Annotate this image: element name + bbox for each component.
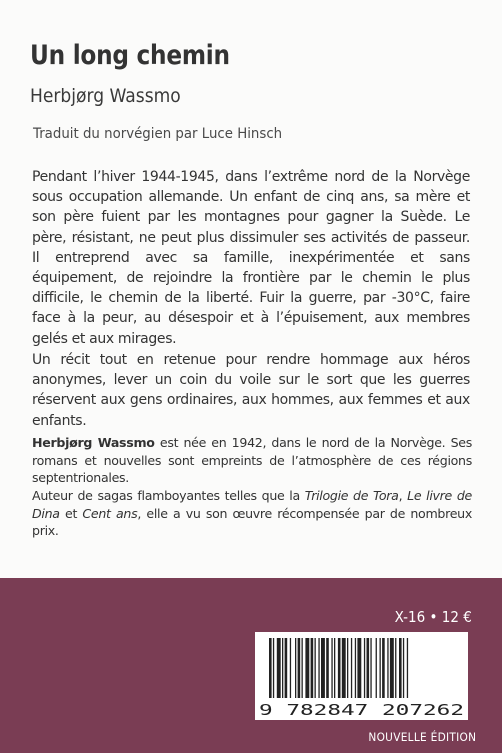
barcode-bar <box>277 638 281 698</box>
barcode-bar <box>315 638 316 698</box>
barcode-bar <box>285 638 288 698</box>
barcode-bar <box>370 638 371 698</box>
author-bio-paragraph-2 <box>32 487 472 540</box>
barcode-bar <box>387 638 388 698</box>
barcode-bar <box>390 638 394 698</box>
barcode-bar <box>298 638 301 698</box>
barcode-bar <box>331 638 332 698</box>
barcode-bar <box>318 638 319 698</box>
isbn-barcode <box>255 632 468 720</box>
barcode-bar <box>351 638 352 698</box>
book-author: Herbjørg Wassmo <box>30 85 181 107</box>
barcode-bar <box>395 638 396 698</box>
barcode-bar <box>367 638 370 698</box>
edition-label: NOUVELLE ÉDITION <box>368 730 476 744</box>
barcode-bar <box>355 638 356 698</box>
author-bio-sentence: est née en 1942, dans le nord de la Norvège. Ses romans et nouvelles sont empreints de l’atmosphère de ces régions septentrionales. <box>32 435 473 486</box>
separator: et <box>59 505 83 521</box>
barcode-bar <box>399 638 402 698</box>
barcode-bar <box>305 638 309 698</box>
barcode-bar <box>326 638 329 698</box>
barcode-bar <box>403 638 404 698</box>
author-bio-prefix: Auteur de sagas flamboyantes telles que la <box>32 488 305 503</box>
barcode-bar <box>334 638 335 698</box>
barcode-bar <box>380 638 381 698</box>
barcode-bar <box>376 638 377 698</box>
barcode-bar <box>269 638 272 698</box>
barcode-bar <box>273 638 274 698</box>
price-label: X-16 • 12 € <box>394 608 472 626</box>
summary-paragraph-1: Pendant l’hiver 1944-1945, dans l’extrême nord de la Norvège sous occupation allemande. Un enfant de cinq ans, sa mère et son père fuient par les montagnes pour gagner la Suède. Le père, résistant, ne peut plus dissimuler ses activités de passeur. Il entreprend avec sa famille, inexpérimentée et sans équipement, de rejoindre la frontière par le chemin le plus difficile, le chemin de la liberté. Fuir la guerre, par -30°C, faire face à la peur, au désespoir et à l’épuisement, aux membres gelés et aux mirages. <box>32 169 470 347</box>
work-title-3: Cent ans <box>82 505 138 521</box>
barcode-bar <box>382 638 385 698</box>
barcode-bar <box>290 638 291 698</box>
isbn-digits: 9 782847 207262 <box>259 701 464 719</box>
author-bio-paragraph-1 <box>32 434 472 487</box>
barcode-bar <box>342 638 346 698</box>
translator-credit: Traduit du norvégien par Luce Hinsch <box>33 126 283 142</box>
barcode-bar <box>295 638 296 698</box>
separator: , <box>398 488 408 503</box>
barcode-graphic <box>255 632 468 720</box>
barcode-bar <box>302 638 303 698</box>
barcode-bar <box>364 638 365 698</box>
author-bio-name: Herbjørg Wassmo <box>32 435 155 450</box>
author-bio-suffix: , elle a vu son œuvre récompensée par de nombreux prix. <box>32 505 473 539</box>
barcode-bar <box>338 638 341 698</box>
barcode-bar <box>311 638 314 698</box>
summary-paragraph-2: Un récit tout en retenue pour rendre hommage aux héros anonymes, lever un coin du voile sur le sort que les guerres réservent aux gens ordinaires, aux hommes, aux femmes et aux enfants. <box>32 352 470 429</box>
barcode-bar <box>282 638 283 698</box>
work-title-2: Le livre de Dina <box>32 488 472 521</box>
barcode-bar <box>357 638 361 698</box>
barcode-bar <box>407 638 408 698</box>
work-title-1: Trilogie de Tora <box>304 488 399 503</box>
barcode-bar <box>321 638 325 698</box>
barcode-bar <box>347 638 348 698</box>
book-title: Un long chemin <box>30 40 230 71</box>
